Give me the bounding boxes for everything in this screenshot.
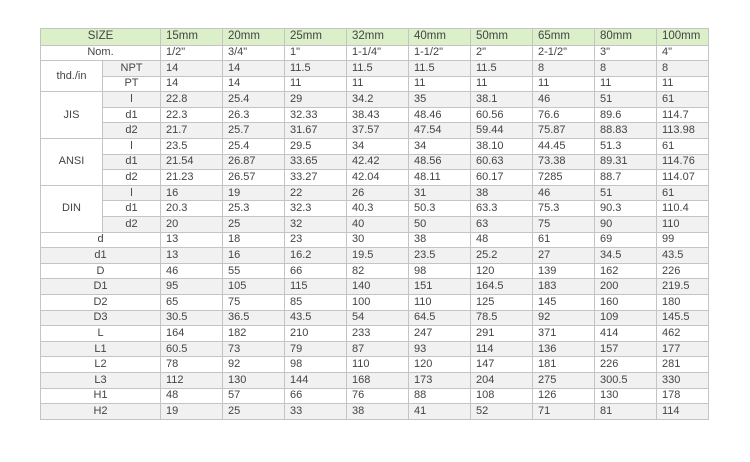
table-cell: 47.54	[409, 123, 471, 139]
table-cell: 178	[657, 388, 709, 404]
table-cell: 22	[285, 185, 347, 201]
table-cell: 20.3	[161, 201, 223, 217]
table-cell: 71	[533, 404, 595, 420]
table-row	[41, 341, 709, 357]
table-cell: 61	[657, 185, 709, 201]
table-cell: 60.63	[471, 154, 533, 170]
table-cell: 23.5	[409, 248, 471, 264]
table-row	[41, 107, 709, 123]
table-cell: 36.5	[223, 310, 285, 326]
table-cell: 87	[347, 341, 409, 357]
table-cell: 371	[533, 326, 595, 342]
sub-row-label: l	[103, 185, 161, 201]
table-cell: 75	[533, 217, 595, 233]
table-cell: 75	[223, 295, 285, 311]
table-cell: 181	[533, 357, 595, 373]
table-cell: 114.76	[657, 154, 709, 170]
table-cell: 173	[409, 372, 471, 388]
table-cell: 38.1	[471, 92, 533, 108]
table-cell: 226	[657, 263, 709, 279]
size-header-cell: 65mm	[533, 29, 595, 46]
group-label: JIS	[41, 92, 103, 139]
table-cell: 21.23	[161, 170, 223, 186]
table-cell: 25.4	[223, 139, 285, 155]
table-row	[41, 248, 709, 264]
table-cell: 18	[223, 232, 285, 248]
row-label: d1	[41, 248, 161, 264]
table-cell: 140	[347, 279, 409, 295]
table-cell: 65	[161, 295, 223, 311]
table-cell: 4"	[657, 45, 709, 61]
table-cell: 11	[595, 76, 657, 92]
table-cell: 73	[223, 341, 285, 357]
row-label: d	[41, 232, 161, 248]
table-cell: 16	[223, 248, 285, 264]
table-cell: 114.07	[657, 170, 709, 186]
sub-row-label: d1	[103, 107, 161, 123]
table-cell: 50.3	[409, 201, 471, 217]
size-header-cell: 80mm	[595, 29, 657, 46]
table-cell: 14	[223, 61, 285, 77]
table-cell: 48.11	[409, 170, 471, 186]
table-cell: 75.87	[533, 123, 595, 139]
table-row	[41, 201, 709, 217]
table-cell: 19	[161, 404, 223, 420]
table-row	[41, 45, 709, 61]
table-cell: 108	[471, 388, 533, 404]
table-cell: 115	[285, 279, 347, 295]
table-cell: 145.5	[657, 310, 709, 326]
table-cell: 25.4	[223, 92, 285, 108]
table-row	[41, 404, 709, 420]
table-cell: 136	[533, 341, 595, 357]
dimension-table	[40, 28, 709, 420]
table-cell: 19.5	[347, 248, 409, 264]
table-row	[41, 76, 709, 92]
table-cell: 105	[223, 279, 285, 295]
table-cell: 54	[347, 310, 409, 326]
table-row	[41, 217, 709, 233]
table-cell: 204	[471, 372, 533, 388]
table-cell: 11	[285, 76, 347, 92]
table-cell: 160	[595, 295, 657, 311]
table-cell: 25	[223, 404, 285, 420]
table-cell: 30	[347, 232, 409, 248]
table-cell: 1/2"	[161, 45, 223, 61]
table-cell: 247	[409, 326, 471, 342]
table-cell: 29	[285, 92, 347, 108]
table-header-row	[41, 29, 709, 46]
table-cell: 40.3	[347, 201, 409, 217]
table-cell: 151	[409, 279, 471, 295]
table-row	[41, 61, 709, 77]
table-cell: 177	[657, 341, 709, 357]
size-header-cell: 20mm	[223, 29, 285, 46]
table-row	[41, 123, 709, 139]
table-cell: 2-1/2"	[533, 45, 595, 61]
table-cell: 120	[471, 263, 533, 279]
table-cell: 48.46	[409, 107, 471, 123]
table-cell: 78	[161, 357, 223, 373]
table-cell: 31	[409, 185, 471, 201]
table-cell: 162	[595, 263, 657, 279]
table-cell: 23	[285, 232, 347, 248]
table-cell: 414	[595, 326, 657, 342]
sub-row-label: d1	[103, 201, 161, 217]
table-cell: 114.7	[657, 107, 709, 123]
table-cell: 85	[285, 295, 347, 311]
table-cell: 25.7	[223, 123, 285, 139]
table-cell: 11	[347, 76, 409, 92]
table-cell: 73.38	[533, 154, 595, 170]
table-cell: 64.5	[409, 310, 471, 326]
table-cell: 66	[285, 263, 347, 279]
table-cell: 125	[471, 295, 533, 311]
table-row	[41, 295, 709, 311]
table-row	[41, 185, 709, 201]
size-header-label: SIZE	[41, 29, 161, 46]
table-cell: 13	[161, 232, 223, 248]
table-cell: 37.57	[347, 123, 409, 139]
sub-row-label: l	[103, 139, 161, 155]
row-label: D3	[41, 310, 161, 326]
table-cell: 90	[595, 217, 657, 233]
size-header-cell: 32mm	[347, 29, 409, 46]
table-cell: 98	[409, 263, 471, 279]
table-cell: 21.7	[161, 123, 223, 139]
size-header-cell: 25mm	[285, 29, 347, 46]
sub-row-label: d2	[103, 217, 161, 233]
table-cell: 25.2	[471, 248, 533, 264]
table-cell: 29.5	[285, 139, 347, 155]
table-cell: 110	[347, 357, 409, 373]
table-cell: 19	[223, 185, 285, 201]
table-cell: 33.65	[285, 154, 347, 170]
table-cell: 40	[347, 217, 409, 233]
table-cell: 32.33	[285, 107, 347, 123]
table-cell: 88	[409, 388, 471, 404]
table-cell: 219.5	[657, 279, 709, 295]
table-cell: 30.5	[161, 310, 223, 326]
row-label: H2	[41, 404, 161, 420]
row-label: D	[41, 263, 161, 279]
table-cell: 110	[409, 295, 471, 311]
group-label: ANSI	[41, 139, 103, 186]
table-cell: 130	[223, 372, 285, 388]
table-cell: 281	[657, 357, 709, 373]
table-cell: 2"	[471, 45, 533, 61]
table-cell: 48	[471, 232, 533, 248]
table-cell: 164	[161, 326, 223, 342]
table-row	[41, 310, 709, 326]
table-cell: 26.57	[223, 170, 285, 186]
table-cell: 21.54	[161, 154, 223, 170]
row-label: D2	[41, 295, 161, 311]
table-cell: 42.04	[347, 170, 409, 186]
table-cell: 226	[595, 357, 657, 373]
row-label: L2	[41, 357, 161, 373]
table-cell: 291	[471, 326, 533, 342]
table-cell: 114	[657, 404, 709, 420]
table-cell: 168	[347, 372, 409, 388]
table-cell: 23.5	[161, 139, 223, 155]
table-cell: 126	[533, 388, 595, 404]
sub-row-label: d2	[103, 170, 161, 186]
table-cell: 11.5	[347, 61, 409, 77]
table-cell: 78.5	[471, 310, 533, 326]
table-row	[41, 357, 709, 373]
size-header-cell: 40mm	[409, 29, 471, 46]
table-row	[41, 170, 709, 186]
table-cell: 57	[223, 388, 285, 404]
table-cell: 147	[471, 357, 533, 373]
table-cell: 26	[347, 185, 409, 201]
table-cell: 3"	[595, 45, 657, 61]
table-cell: 8	[657, 61, 709, 77]
table-cell: 114	[471, 341, 533, 357]
table-cell: 26.3	[223, 107, 285, 123]
table-cell: 51	[595, 92, 657, 108]
size-header-cell: 100mm	[657, 29, 709, 46]
table-cell: 61	[657, 139, 709, 155]
table-cell: 1-1/4"	[347, 45, 409, 61]
table-cell: 27	[533, 248, 595, 264]
table-cell: 16	[161, 185, 223, 201]
table-cell: 25	[223, 217, 285, 233]
table-cell: 31.67	[285, 123, 347, 139]
table-cell: 26.87	[223, 154, 285, 170]
table-cell: 144	[285, 372, 347, 388]
table-cell: 63	[471, 217, 533, 233]
row-label: L3	[41, 372, 161, 388]
table-cell: 34.5	[595, 248, 657, 264]
table-cell: 48	[161, 388, 223, 404]
table-cell: 59.44	[471, 123, 533, 139]
table-cell: 60.5	[161, 341, 223, 357]
table-row	[41, 263, 709, 279]
table-cell: 7285	[533, 170, 595, 186]
table-cell: 43.5	[285, 310, 347, 326]
table-row	[41, 92, 709, 108]
table-cell: 92	[223, 357, 285, 373]
table-cell: 22.8	[161, 92, 223, 108]
table-row	[41, 279, 709, 295]
table-cell: 14	[161, 76, 223, 92]
table-cell: 3/4"	[223, 45, 285, 61]
table-row	[41, 139, 709, 155]
table-cell: 145	[533, 295, 595, 311]
row-label: H1	[41, 388, 161, 404]
table-cell: 76	[347, 388, 409, 404]
table-cell: 157	[595, 341, 657, 357]
table-cell: 139	[533, 263, 595, 279]
table-cell: 92	[533, 310, 595, 326]
table-cell: 52	[471, 404, 533, 420]
table-cell: 43.5	[657, 248, 709, 264]
table-cell: 34	[409, 139, 471, 155]
table-cell: 33	[285, 404, 347, 420]
table-cell: 51	[595, 185, 657, 201]
table-cell: 42.42	[347, 154, 409, 170]
table-cell: 112	[161, 372, 223, 388]
table-cell: 69	[595, 232, 657, 248]
table-cell: 38.10	[471, 139, 533, 155]
table-cell: 99	[657, 232, 709, 248]
table-cell: 8	[595, 61, 657, 77]
table-cell: 330	[657, 372, 709, 388]
table-cell: 13	[161, 248, 223, 264]
table-cell: 46	[533, 92, 595, 108]
table-cell: 110.4	[657, 201, 709, 217]
sub-row-label: d1	[103, 154, 161, 170]
table-cell: 11.5	[409, 61, 471, 77]
sub-row-label: d2	[103, 123, 161, 139]
table-cell: 89.6	[595, 107, 657, 123]
table-cell: 25.3	[223, 201, 285, 217]
table-cell: 35	[409, 92, 471, 108]
table-cell: 233	[347, 326, 409, 342]
table-cell: 1"	[285, 45, 347, 61]
table-cell: 182	[223, 326, 285, 342]
table-row	[41, 326, 709, 342]
table-cell: 66	[285, 388, 347, 404]
row-label: L1	[41, 341, 161, 357]
sub-row-label: l	[103, 92, 161, 108]
table-cell: 164.5	[471, 279, 533, 295]
table-cell: 11.5	[285, 61, 347, 77]
table-cell: 11	[533, 76, 595, 92]
table-cell: 32	[285, 217, 347, 233]
table-cell: 183	[533, 279, 595, 295]
table-cell: 93	[409, 341, 471, 357]
table-cell: 76.6	[533, 107, 595, 123]
table-cell: 34	[347, 139, 409, 155]
table-cell: 180	[657, 295, 709, 311]
table-cell: 14	[223, 76, 285, 92]
table-cell: 44.45	[533, 139, 595, 155]
table-row	[41, 388, 709, 404]
table-cell: 300.5	[595, 372, 657, 388]
table-cell: 82	[347, 263, 409, 279]
table-cell: 46	[161, 263, 223, 279]
table-cell: 33.27	[285, 170, 347, 186]
table-row	[41, 232, 709, 248]
table-cell: 8	[533, 61, 595, 77]
sub-row-label: PT	[103, 76, 161, 92]
size-header-cell: 15mm	[161, 29, 223, 46]
group-label: DIN	[41, 185, 103, 232]
table-cell: 46	[533, 185, 595, 201]
table-cell: 34.2	[347, 92, 409, 108]
table-cell: 38.43	[347, 107, 409, 123]
row-label: D1	[41, 279, 161, 295]
row-label: Nom.	[41, 45, 161, 61]
table-cell: 22.3	[161, 107, 223, 123]
table-cell: 75.3	[533, 201, 595, 217]
table-cell: 11	[409, 76, 471, 92]
table-cell: 130	[595, 388, 657, 404]
table-cell: 109	[595, 310, 657, 326]
table-row	[41, 372, 709, 388]
table-cell: 100	[347, 295, 409, 311]
table-cell: 38	[471, 185, 533, 201]
table-cell: 38	[409, 232, 471, 248]
table-cell: 48.56	[409, 154, 471, 170]
table-cell: 200	[595, 279, 657, 295]
table-cell: 50	[409, 217, 471, 233]
table-cell: 462	[657, 326, 709, 342]
table-cell: 61	[533, 232, 595, 248]
table-cell: 88.83	[595, 123, 657, 139]
table-cell: 20	[161, 217, 223, 233]
sub-row-label: NPT	[103, 61, 161, 77]
table-cell: 81	[595, 404, 657, 420]
table-cell: 88.7	[595, 170, 657, 186]
table-cell: 11	[471, 76, 533, 92]
group-label: thd./in	[41, 61, 103, 92]
table-cell: 51.3	[595, 139, 657, 155]
table-cell: 79	[285, 341, 347, 357]
table-cell: 110	[657, 217, 709, 233]
table-cell: 275	[533, 372, 595, 388]
table-cell: 38	[347, 404, 409, 420]
table-cell: 98	[285, 357, 347, 373]
table-cell: 55	[223, 263, 285, 279]
table-cell: 32.3	[285, 201, 347, 217]
table-row	[41, 154, 709, 170]
table-cell: 61	[657, 92, 709, 108]
table-cell: 63.3	[471, 201, 533, 217]
table-cell: 89.31	[595, 154, 657, 170]
table-cell: 113.98	[657, 123, 709, 139]
size-header-cell: 50mm	[471, 29, 533, 46]
table-cell: 120	[409, 357, 471, 373]
row-label: L	[41, 326, 161, 342]
table-cell: 90.3	[595, 201, 657, 217]
table-cell: 1-1/2"	[409, 45, 471, 61]
table-cell: 95	[161, 279, 223, 295]
table-cell: 11.5	[471, 61, 533, 77]
table-cell: 210	[285, 326, 347, 342]
table-cell: 11	[657, 76, 709, 92]
table-cell: 14	[161, 61, 223, 77]
table-cell: 60.56	[471, 107, 533, 123]
table-cell: 16.2	[285, 248, 347, 264]
table-cell: 41	[409, 404, 471, 420]
table-cell: 60.17	[471, 170, 533, 186]
